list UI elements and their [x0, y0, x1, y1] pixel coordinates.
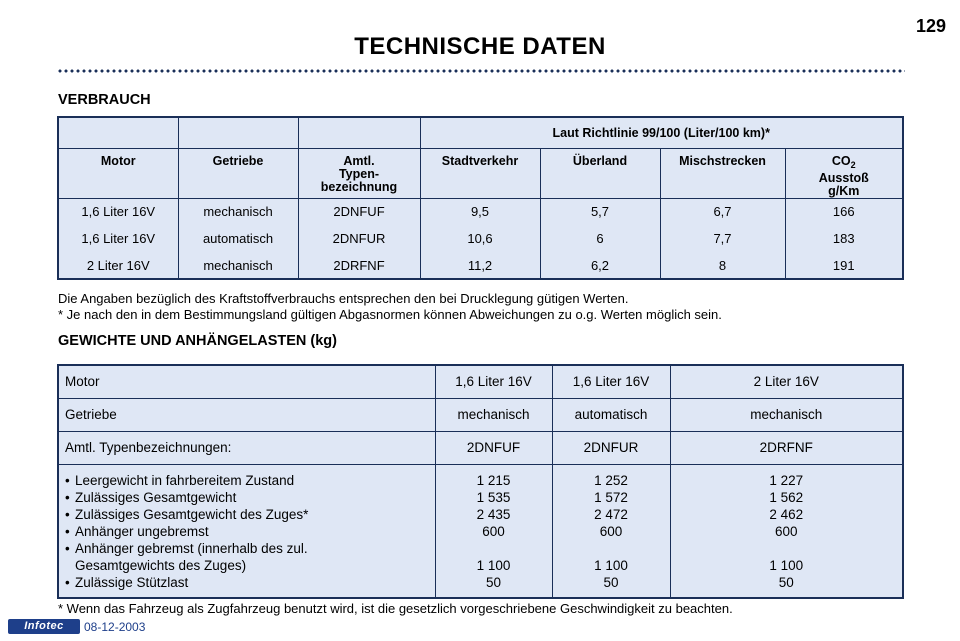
table-row: 2 Liter 16V mechanisch 2DRFNF 11,2 6,2 8 191	[58, 252, 903, 279]
consumption-column-header-row	[58, 148, 903, 198]
list-item: 1 535	[476, 489, 511, 505]
row-label-motor: Motor	[58, 365, 435, 398]
list-item: • Leergewicht in fahrbereitem Zustand	[65, 472, 435, 489]
list-item: 50	[603, 574, 619, 590]
weights-footnote: * Wenn das Fahrzeug als Zugfahrzeug benutzt wird, ist die gesetzlich vorgeschriebene Geschwindigkeit zu beachten.	[58, 601, 733, 616]
col-header-stadtverkehr: Stadtverkehr	[420, 148, 540, 198]
page-number: 129	[915, 16, 946, 36]
page-title: TECHNISCHE DATEN	[354, 33, 606, 60]
col-header-ueberland: Überland	[540, 148, 660, 198]
title-dotted-divider	[57, 69, 905, 73]
list-item: • Zulässiges Gesamtgewicht	[65, 489, 435, 506]
list-item: 1 252	[594, 472, 628, 488]
list-item: 50	[485, 574, 502, 590]
list-item: 50	[778, 574, 794, 590]
weights-table	[57, 364, 904, 599]
table-row: 1,6 Liter 16V automatisch 2DNFUR 10,6 6 7,7 183	[58, 225, 903, 252]
list-item: 600	[774, 523, 798, 539]
list-item: 600	[599, 523, 623, 539]
section-heading-verbrauch: VERBRAUCH	[58, 92, 151, 108]
list-item: 1 100	[769, 557, 804, 573]
list-item: 1 562	[769, 489, 804, 505]
list-item: 1 572	[594, 489, 628, 505]
consumption-table	[57, 116, 904, 280]
row-label-getriebe: Getriebe	[58, 398, 435, 431]
weights-item-list	[65, 472, 435, 591]
table-row	[58, 464, 903, 598]
consumption-group-header: Laut Richtlinie 99/100 (Liter/100 km)*	[420, 117, 903, 148]
footer-date: 08-12-2003	[84, 620, 146, 634]
table-row: 1,6 Liter 16V mechanisch 2DNFUF 9,5 5,7 6,7 166	[58, 198, 903, 225]
consumption-footnote: * Je nach den in dem Bestimmungsland gültigen Abgasnormen können Abweichungen zu o.g. Werten möglich sein.	[58, 307, 722, 322]
list-item: 1 215	[476, 472, 511, 488]
list-item: 2 472	[594, 506, 628, 522]
list-item: 1 100	[476, 557, 511, 573]
col-header-getriebe: Getriebe	[178, 148, 298, 198]
list-item: 2 435	[476, 506, 511, 522]
consumption-group-header-row	[58, 117, 903, 148]
list-item: • Anhänger ungebremst	[65, 523, 435, 540]
list-item: 1 227	[769, 472, 804, 488]
col-header-motor: Motor	[58, 148, 178, 198]
table-row: Amtl. Typenbezeichnungen: 2DNFUF 2DNFUR 2DRFNF	[58, 431, 903, 464]
list-item: • Anhänger gebremst (innerhalb des zul. Gesamtgewichts des Zuges)	[65, 540, 435, 574]
table-row: Getriebe mechanisch automatisch mechanisch	[58, 398, 903, 431]
col-header-typ: Amtl. Typen- bezeichnung	[298, 148, 420, 198]
col-header-co2: $CO_2$ Ausstoß g/Km	[785, 148, 903, 198]
list-item: 600	[482, 523, 505, 539]
col-header-mischstrecken: Mischstrecken	[660, 148, 785, 198]
row-label-typ: Amtl. Typenbezeichnungen:	[58, 431, 435, 464]
list-item: • Zulässige Stützlast	[65, 574, 435, 591]
infotec-logo: Infotec	[8, 619, 80, 634]
table-row: Motor 1,6 Liter 16V 1,6 Liter 16V 2 Liter 16V	[58, 365, 903, 398]
list-item: • Zulässiges Gesamtgewicht des Zuges*	[65, 506, 435, 523]
list-item: 2 462	[769, 506, 804, 522]
consumption-note: Die Angaben bezüglich des Kraftstoffverbrauchs entsprechen den bei Drucklegung gütigen Werten.	[58, 291, 629, 306]
section-heading-gewichte: GEWICHTE UND ANHÄNGELASTEN (kg)	[58, 333, 337, 349]
list-item: 1 100	[594, 557, 628, 573]
